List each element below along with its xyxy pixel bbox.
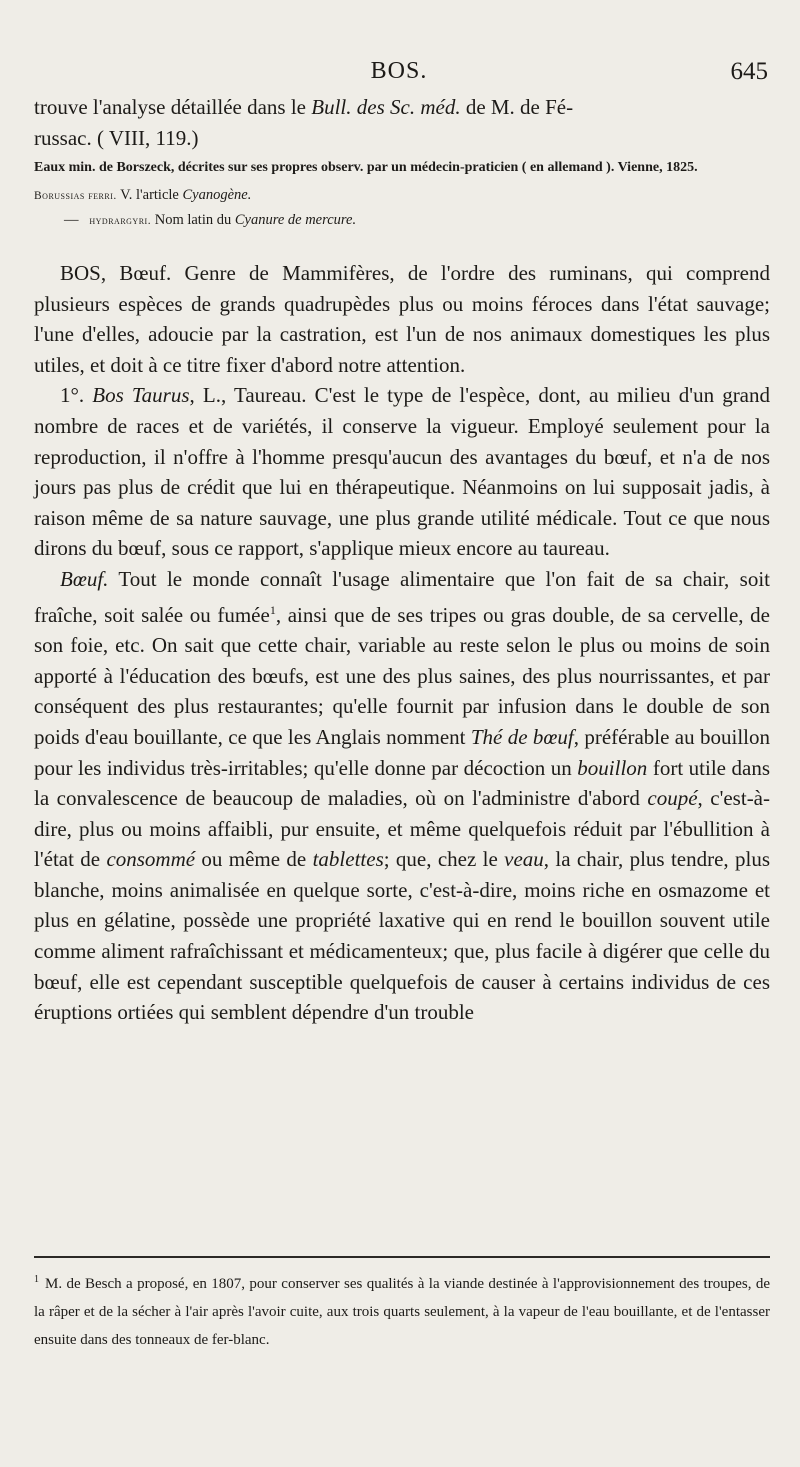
entry-hydrargyri: — hydrargyri. Nom latin du Cyanure de mercure.	[64, 212, 357, 229]
preceding-entries	[34, 92, 770, 233]
eaux-note: Eaux min. de Borszeck, décrites sur ses propres observ. par un médecin-praticien ( en allemand ). Vienne, 1825.	[34, 160, 698, 176]
page-number: 645	[730, 58, 768, 85]
footnote-reference: 1	[269, 602, 276, 617]
footnote-mark: 1	[34, 1274, 39, 1285]
running-title: BOS.	[370, 58, 428, 84]
footnote-text: M. de Besch a proposé, en 1807, pour conserver ses qualités à la viande destinée à l'approvisionnement des troupes, de la râper et de la sécher à l'air après l'avoir cuite, aux trois quarts seulement, à la vapeur de l'eau bouillante, et de l'entasser ensuite dans des tonneaux de fer-blanc.	[34, 1276, 770, 1348]
paragraph-taureau: 1°. Bos Taurus, L., Taureau. C'est le type de l'espèce, dont, au milieu d'un grand nombre de races et de variétés, il conserve la vigueur. Employé seulement pour la reproduction, il n'offre à l'homme presqu'aucun des avantages du bœuf, et n'a de nos jours pas plus de crédit que lui en thérapeutique. Néanmoins on lui supposait jadis, à raison même de sa nature sauvage, une plus grande utilité médicale. Tout ce que nous dirons du bœuf, sous ce rapport, s'applique mieux encore au taureau.	[34, 383, 771, 561]
paragraph-definition: BOS, Bœuf. Genre de Mammifères, de l'ordre des ruminans, qui comprend plusieurs espèces de grands quadrupèdes plus ou moins féroces dans l'état sauvage; l'une d'elles, adoucie par la castration, est l'un de nos animaux domestiques les plus utiles, et doit à ce titre fixer d'abord notre attention.	[34, 261, 770, 377]
page-header	[30, 58, 768, 92]
entry-borussias: Borussias ferri. V. l'article Cyanogène.	[34, 187, 252, 204]
footnote-divider	[34, 1256, 770, 1258]
footnote	[34, 1266, 770, 1354]
continued-line: trouve l'analyse détaillée dans le Bull. des Sc. méd. de M. de Fé-	[34, 95, 574, 119]
bos-article	[34, 258, 770, 1028]
paragraph-boeuf: Bœuf. Tout le monde connaît l'usage alimentaire que l'on fait de sa chair, soit fraîche, soit salée ou fumée$^1$, ainsi que de ses tripes ou gras double, de sa cervelle, de son foie, etc. On sait que cette chair, variable au reste selon le plus ou moins de soin apporté à l'éducation des bœufs, est une des plus saines, des plus nourrissantes, et par conséquent des plus restaurantes; qu'elle fournit par infusion dans le double de son poids d'eau bouillante, ce que les Anglais nomment Thé de bœuf, préférable au bouillon pour les individus très-irritables; qu'elle donne par décoction un bouillon fort utile dans la convalescence de beaucoup de maladies, où on l'administre d'abord coupé, c'est-à-dire, plus ou moins affaibli, pur ensuite, et même quelquefois réduit par l'ébullition à l'état de consommé ou même de tablettes; que, chez le veau, la chair, plus tendre, plus blanche, moins animalisée en quelque sorte, c'est-à-dire, moins riche en osmazome et plus en gélatine, possède une propriété laxative qui en rend le bouillon souvent utile comme aliment rafraîchissant et médicamenteux; que, plus facile à digérer que celle du bœuf, elle est cependant susceptible quelquefois de causer à certains individus de ces éruptions ortiées qui semblent dépendre d'un trouble	[34, 566, 771, 1025]
continued-line-end: russac. ( VIII, 119.)	[34, 125, 199, 150]
